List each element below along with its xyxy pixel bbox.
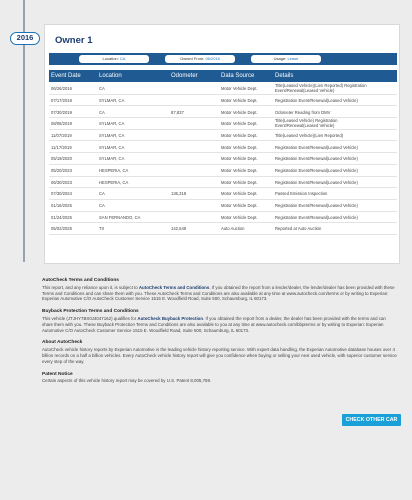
odometer-cell: 87,837 xyxy=(171,109,184,115)
history-table-body xyxy=(49,83,397,235)
table-row xyxy=(49,130,397,142)
note-body xyxy=(42,347,398,364)
details-cell: Registration Event/Renewal(Leased Vehicle) xyxy=(275,168,358,173)
note-body xyxy=(42,316,398,333)
table-row xyxy=(49,212,397,224)
details-cell: Title(Leased Vehicle) Registration Event/Renewal(Leased Vehicle) xyxy=(275,118,338,129)
event-date-cell: 01/16/2025 xyxy=(51,203,72,209)
owned-from-pill-label: Owned From: xyxy=(180,56,205,61)
event-date-cell: 05/19/2020 xyxy=(51,156,72,162)
table-row xyxy=(49,83,397,95)
location-pill xyxy=(79,55,149,63)
note-text: AutoCheck vehicle history reports by Experian Automotive is the leading vehicle history reporting service. With expert data handling, the Experian Automotive database houses over 4 billion records on a half a billion vehicles. Every AutoCheck vehicle history report will give you confidence when buying or selling your next used vehicle, with superior customer service every step of the way. xyxy=(42,347,397,364)
data-source-cell: Motor Vehicle Dept. xyxy=(221,168,258,173)
history-table-header xyxy=(49,70,397,82)
location-pill-value: CA xyxy=(119,56,126,61)
note-block xyxy=(42,309,398,333)
location-cell: HESPERIA, CA xyxy=(99,179,129,185)
details-cell: Registration Event/Renewal(Leased Vehicle) xyxy=(275,156,358,162)
event-date-cell: 07/30/2024 xyxy=(51,191,72,197)
event-date-cell: 11/17/2019 xyxy=(51,144,72,150)
note-text: . If you obtained the report from a lender/dealer, the lender/dealer has been provided with these Terms and Conditions and can share them with you. These AutoCheck Terms and Conditions are also available at any time at www.autocheck.com/terms or by writing to Experian: Experian Automotive C/O AutoCheck Customer Service 1515 E. Woodfield Road, Suite 500, Schaumburg, IL 60173. xyxy=(42,284,395,302)
owner-card xyxy=(44,24,400,264)
data-source-cell: Motor Vehicle Dept. xyxy=(221,86,258,92)
details-cell: Registration Event/Renewal(Leased Vehicle) xyxy=(275,179,358,185)
owner-summary-bar xyxy=(49,53,397,65)
usage-pill-label: Usage: xyxy=(273,56,287,61)
table-row xyxy=(49,177,397,189)
location-cell: CA xyxy=(99,109,105,115)
odometer-cell: 136,318 xyxy=(171,191,187,197)
event-date-cell: 07/30/2019 xyxy=(51,109,72,115)
terms-link[interactable]: AutoCheck Terms and Conditions xyxy=(138,284,210,290)
note-text: Certain aspects of this vehicle history report may be covered by U.S. Patent 8,005,759. xyxy=(42,378,212,384)
table-row xyxy=(49,223,397,235)
location-cell: SYLMAR, CA xyxy=(99,97,125,103)
data-source-cell: Motor Vehicle Dept. xyxy=(221,121,258,127)
table-row xyxy=(49,153,397,165)
event-date-cell: 01/24/2025 xyxy=(51,214,72,220)
header-data-source: Data Source xyxy=(221,72,255,79)
data-source-cell: Motor Vehicle Dept. xyxy=(221,144,258,150)
location-cell: CA xyxy=(99,191,105,197)
odometer-cell: 142,549 xyxy=(171,226,187,232)
note-text: . If you obtained the report from a dealer, the dealer has been provided with the terms and can share them with you. These Buyback Protection Terms and Conditions are also available to you at any time at www.autocheck.com/bbpterms or by writing to Experian: Experian Automotive C/O AutoCheck Customer Service 1515 E. Woodfield Road, Suite 500, Schaumburg, IL 60173. xyxy=(42,315,386,333)
owned-from-pill xyxy=(165,55,235,63)
details-cell: Passed Emission Inspection xyxy=(275,191,328,197)
note-title: Patent Notice xyxy=(42,371,73,377)
event-date-cell: 08/06/2019 xyxy=(51,121,72,127)
usage-pill xyxy=(251,55,321,63)
location-cell: SYLMAR, CA xyxy=(99,144,125,150)
location-cell: CA xyxy=(99,203,105,209)
event-date-cell: 06/30/2023 xyxy=(51,179,72,185)
details-cell: Odometer Reading from DMV xyxy=(275,109,331,115)
details-cell: Registration Event/Renewal(Leased Vehicle) xyxy=(275,203,358,209)
data-source-cell: Motor Vehicle Dept. xyxy=(221,191,258,197)
table-row xyxy=(49,141,397,153)
header-details: Details xyxy=(275,72,294,79)
location-cell: CA xyxy=(99,86,105,92)
year-badge: 2016 xyxy=(10,32,40,45)
table-row xyxy=(49,165,397,177)
table-row xyxy=(49,118,397,130)
location-cell: SYLMAR, CA xyxy=(99,156,125,162)
note-text: This report, and any reliance upon it, is subject to xyxy=(42,284,139,290)
note-block xyxy=(42,372,398,385)
data-source-cell: Motor Vehicle Dept. xyxy=(221,97,258,103)
data-source-cell: Motor Vehicle Dept. xyxy=(221,109,258,115)
event-date-cell: 05/20/2023 xyxy=(51,168,72,173)
note-title: About AutoCheck xyxy=(42,340,83,346)
details-cell: Reported at Auto Auction xyxy=(275,226,322,232)
location-pill-label: Location: xyxy=(102,56,119,61)
event-date-cell: 05/02/2025 xyxy=(51,226,72,232)
location-cell: SYLMAR, CA xyxy=(99,132,125,138)
data-source-cell: Motor Vehicle Dept. xyxy=(221,203,258,209)
details-cell: Title(Leased Vehicle)(Lien Reported) xyxy=(275,132,344,138)
table-row xyxy=(49,188,397,200)
data-source-cell: Motor Vehicle Dept. xyxy=(221,179,258,185)
header-odometer: Odometer xyxy=(171,72,198,79)
owned-from-pill-value: 06/2016 xyxy=(205,56,220,61)
event-date-cell: 06/26/2016 xyxy=(51,86,72,92)
data-source-cell: Motor Vehicle Dept. xyxy=(221,132,258,138)
note-block xyxy=(42,278,398,302)
check-other-car-button[interactable]: CHECK OTHER CAR xyxy=(342,414,401,426)
details-cell: Registration Event/Renewal(Leased Vehicle) xyxy=(275,144,358,150)
header-location: Location xyxy=(99,72,122,79)
data-source-cell: Auto Auction xyxy=(221,226,245,232)
note-body xyxy=(42,285,398,302)
note-block xyxy=(42,340,398,364)
terms-link[interactable]: AutoCheck Buyback Protection xyxy=(137,315,204,321)
note-title: AutoCheck Terms and Conditions xyxy=(42,278,119,283)
disclaimer-section xyxy=(42,278,398,391)
location-cell: TX xyxy=(99,226,105,232)
location-cell: HESPERIA, CA xyxy=(99,168,129,173)
location-cell: SAN FERNANDO, CA xyxy=(99,214,141,220)
data-source-cell: Motor Vehicle Dept. xyxy=(221,156,258,162)
header-event-date: Event Date xyxy=(51,72,81,79)
location-cell: SYLMAR, CA xyxy=(99,121,125,127)
note-title: Buyback Protection Terms and Conditions xyxy=(42,309,139,315)
table-row xyxy=(49,95,397,107)
table-row xyxy=(49,200,397,212)
usage-pill-value: Lease xyxy=(287,56,299,61)
details-cell: Registration Event/Renewal(Leased Vehicle) xyxy=(275,97,358,103)
data-source-cell: Motor Vehicle Dept. xyxy=(221,214,258,220)
event-date-cell: 07/17/2018 xyxy=(51,97,72,103)
details-cell: Title(Leased Vehicle)(Lien Reported) Registration Event/Renewal(Leased Vehicle) xyxy=(275,83,367,93)
note-body xyxy=(42,378,398,384)
owner-title: Owner 1 xyxy=(55,35,93,46)
event-date-cell: 11/07/2019 xyxy=(51,132,72,138)
note-text: This vehicle (JTJHY7BX0J4047162) qualifies for xyxy=(42,315,138,321)
details-cell: Registration Event/Renewal(Leased Vehicle) xyxy=(275,214,358,220)
table-row xyxy=(49,106,397,118)
